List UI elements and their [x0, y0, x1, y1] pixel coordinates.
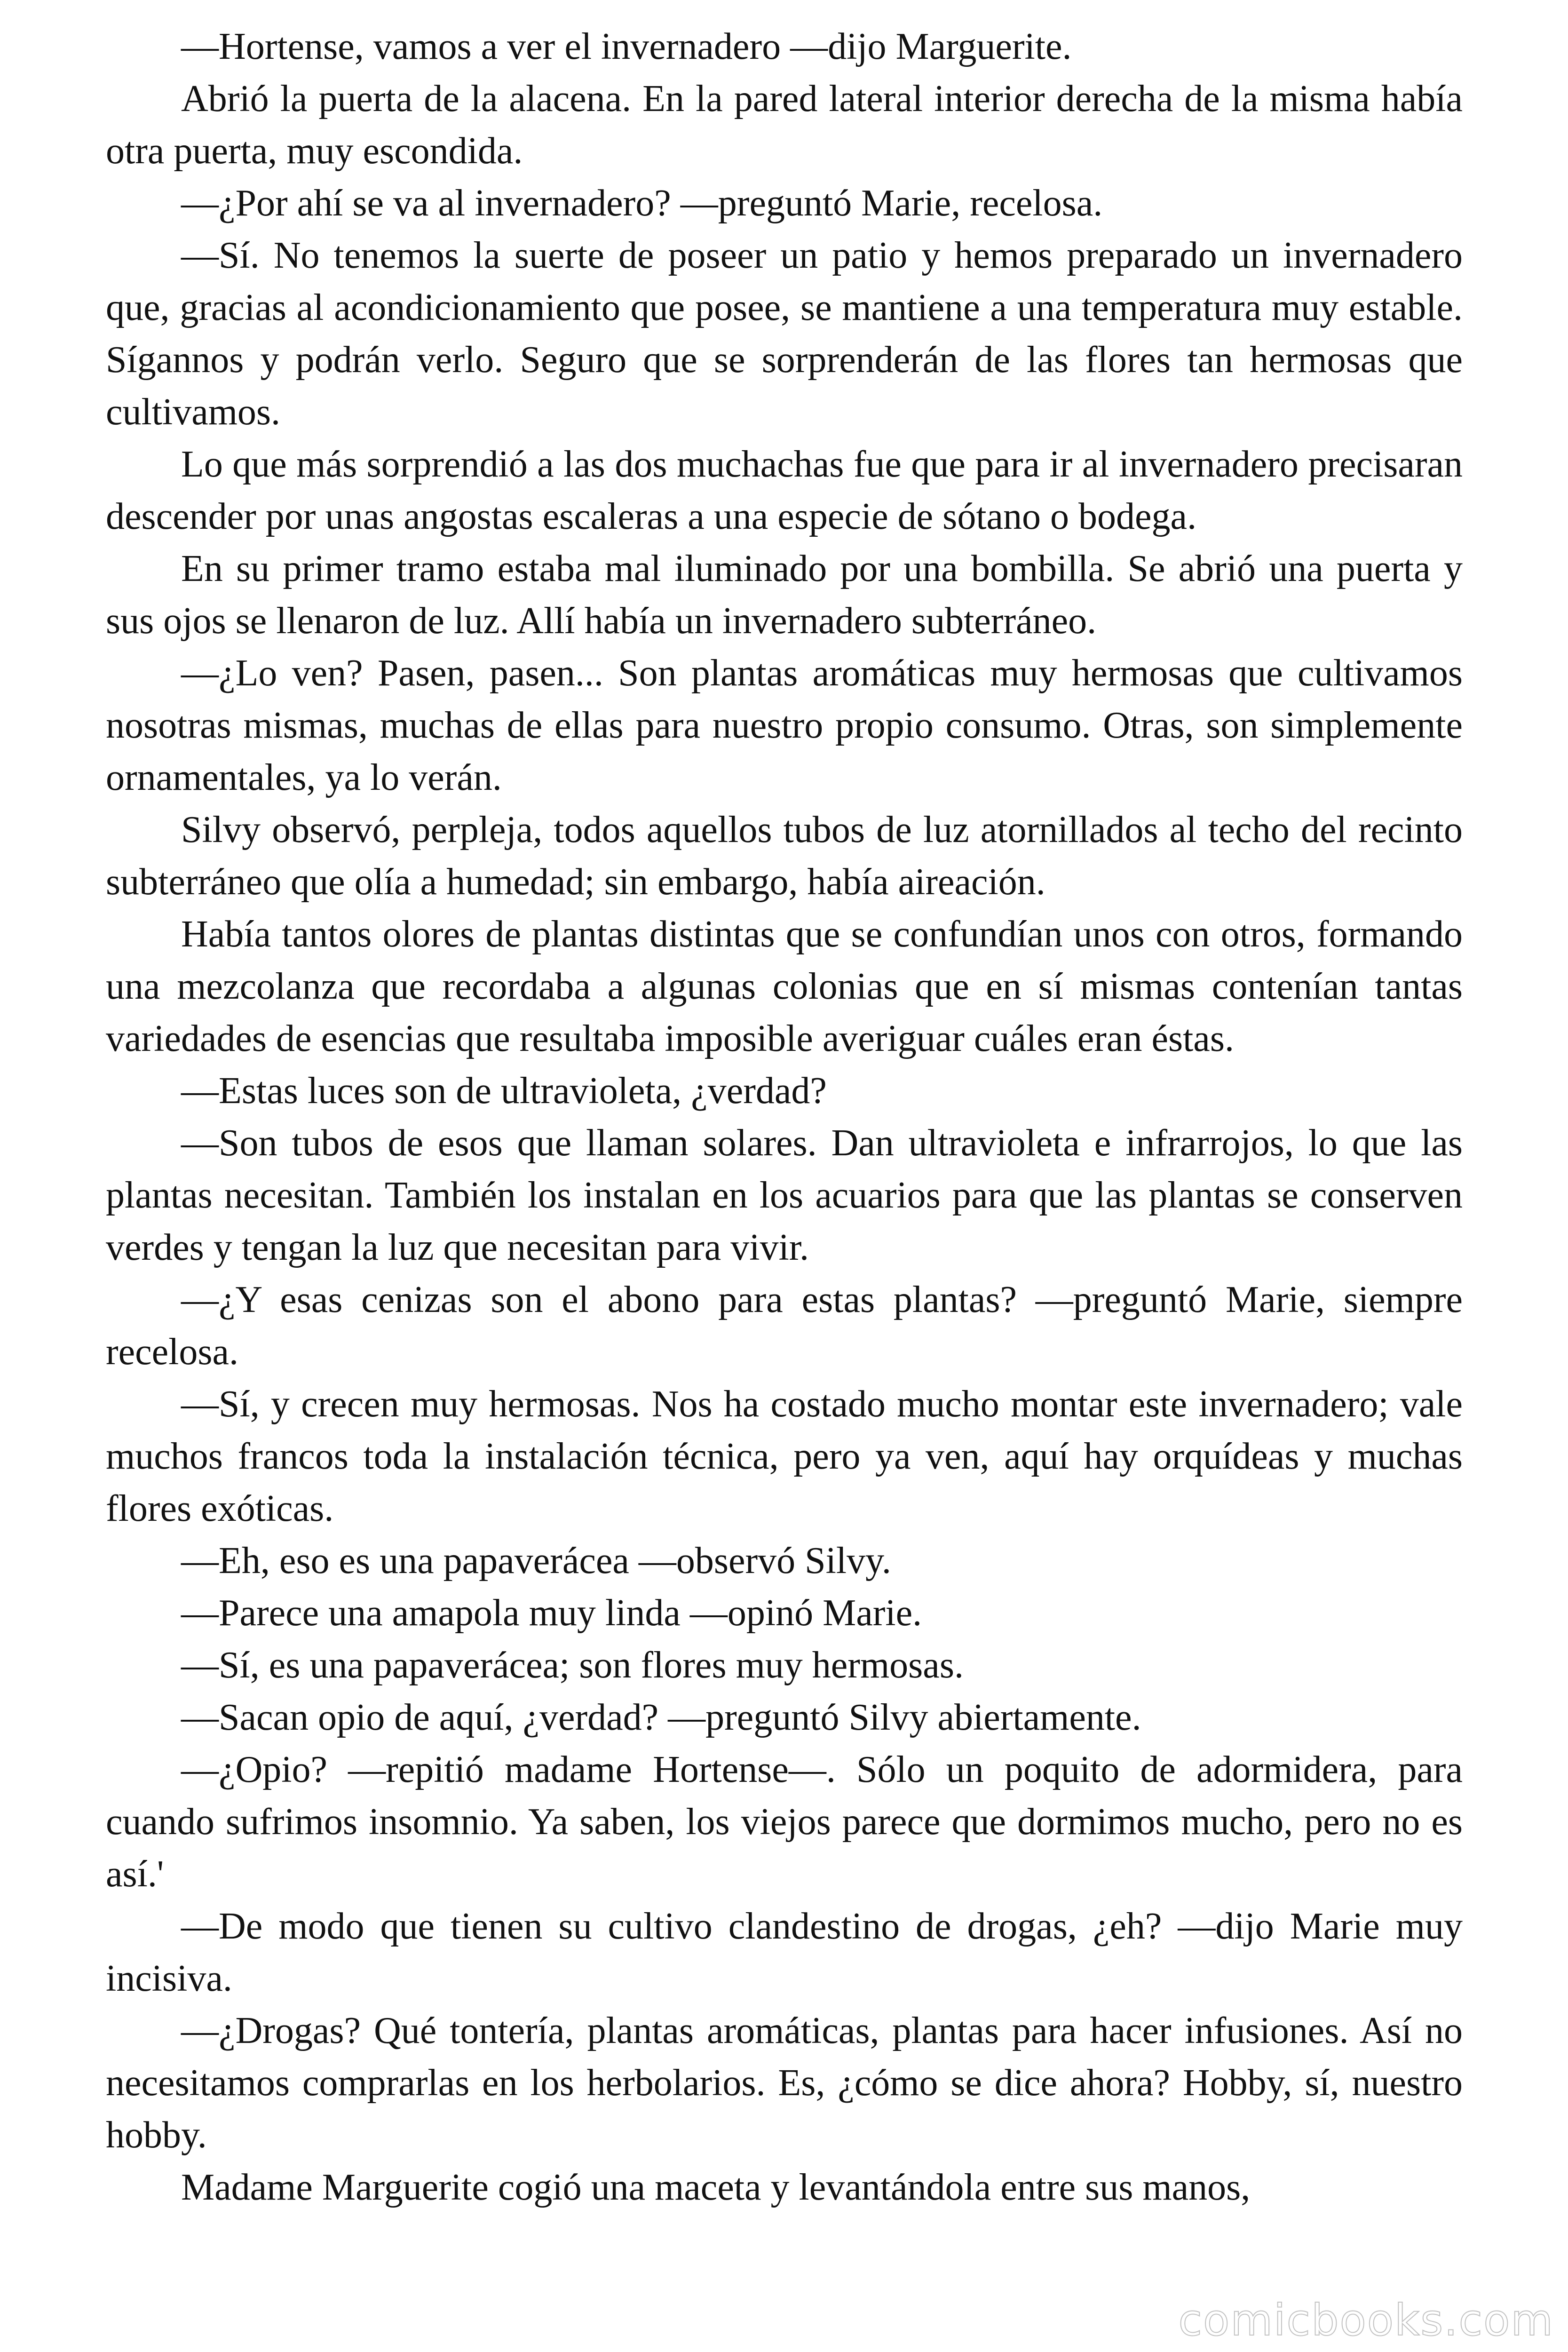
paragraph: Había tantos olores de plantas distintas que se confundían unos con otros, formando una mezcolanza que recordaba a algunas colonias que en sí mismas contenían tantas variedades de esencias que resultaba imposible averiguar cuáles eran éstas. — [106, 914, 1463, 1059]
watermark: comicbooks.com — [1178, 2295, 1554, 2345]
paragraph: En su primer tramo estaba mal iluminado por una bombilla. Se abrió una puerta y sus ojos se llenaron de luz. Allí había un invernadero subterráneo. — [106, 548, 1463, 642]
paragraph: —Sí, es una papaverácea; son flores muy hermosas. — [181, 1645, 964, 1686]
paragraph: Abrió la puerta de la alacena. En la pared lateral interior derecha de la misma había otra puerta, muy escondida. — [106, 78, 1463, 172]
paragraph: —Sacan opio de aquí, ¿verdad? —preguntó Silvy abiertamente. — [181, 1697, 1141, 1738]
book-page-text — [106, 21, 1463, 2214]
paragraph: —Sí. No tenemos la suerte de poseer un patio y hemos preparado un invernadero que, gracias al acondicionamiento que posee, se mantiene a una temperatura muy estable. Sígannos y podrán verlo. Seguro que se sorprenderán de las flores tan hermosas que cultivamos. — [106, 235, 1463, 433]
paragraph: Madame Marguerite cogió una maceta y levantándola entre sus manos, — [181, 2167, 1251, 2208]
paragraph: Lo que más sorprendió a las dos muchachas fue que para ir al invernadero precisaran descender por unas angostas escaleras a una especie de sótano o bodega. — [106, 444, 1463, 537]
paragraph: —De modo que tienen su cultivo clandestino de drogas, ¿eh? —dijo Marie muy incisiva. — [106, 1906, 1463, 1999]
paragraph: —Son tubos de esos que llaman solares. Dan ultravioleta e infrarrojos, lo que las plantas necesitan. También los instalan en los acuarios para que las plantas se conserven verdes y tengan la luz que necesitan para vivir. — [106, 1122, 1463, 1268]
paragraph: —¿Drogas? Qué tontería, plantas aromáticas, plantas para hacer infusiones. Así no necesitamos comprarlas en los herbolarios. Es, ¿cómo se dice ahora? Hobby, sí, nuestro hobby. — [106, 2010, 1463, 2156]
paragraph: —Eh, eso es una papaverácea —observó Silvy. — [181, 1540, 891, 1581]
paragraph: —¿Lo ven? Pasen, pasen... Son plantas aromáticas muy hermosas que cultivamos nosotras mismas, muchas de ellas para nuestro propio consumo. Otras, son simplemente ornamentales, ya lo verán. — [106, 652, 1463, 798]
paragraph: —¿Por ahí se va al invernadero? —preguntó Marie, recelosa. — [181, 183, 1103, 224]
paragraph: —Sí, y crecen muy hermosas. Nos ha costado mucho montar este invernadero; vale muchos francos toda la instalación técnica, pero ya ven, aquí hay orquídeas y muchas flores exóticas. — [106, 1383, 1463, 1529]
paragraph: —Parece una amapola muy linda —opinó Marie. — [181, 1592, 922, 1634]
paragraph: —Hortense, vamos a ver el invernadero —dijo Marguerite. — [181, 26, 1072, 67]
paragraph: —¿Opio? —repitió madame Hortense—. Sólo un poquito de adormidera, para cuando sufrimos insomnio. Ya saben, los viejos parece que dormimos mucho, pero no es así.' — [106, 1749, 1463, 1895]
paragraph: Silvy observó, perpleja, todos aquellos tubos de luz atornillados al techo del recinto subterráneo que olía a humedad; sin embargo, había aireación. — [106, 809, 1463, 903]
paragraph: —Estas luces son de ultravioleta, ¿verdad? — [181, 1070, 827, 1112]
paragraph: —¿Y esas cenizas son el abono para estas plantas? —preguntó Marie, siempre recelosa. — [106, 1279, 1463, 1373]
